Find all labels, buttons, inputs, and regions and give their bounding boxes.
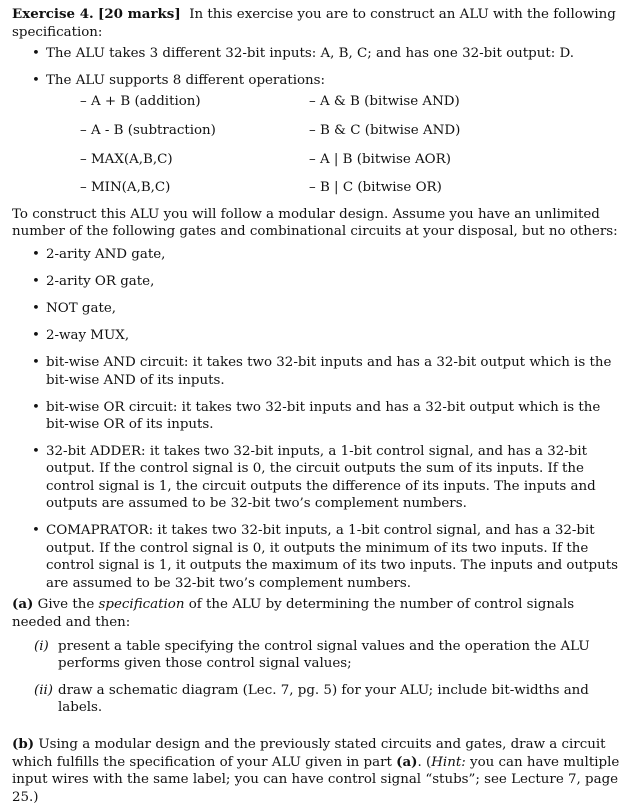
operation-item: – A - B (subtraction) xyxy=(80,122,216,138)
list-item: • The ALU takes 3 different 32-bit inputs: A, B, C; and has one 32-bit output: D. xyxy=(32,46,575,62)
operation-item: – MIN(A,B,C) xyxy=(80,180,171,196)
bullet-icon: • xyxy=(32,274,40,290)
list-item: • 2-arity OR gate, xyxy=(32,274,155,290)
list-item: • NOT gate, xyxy=(32,301,117,317)
operation-item: – A | B (bitwise AOR) xyxy=(309,151,451,167)
bullet-icon: • xyxy=(32,355,40,371)
operation-item: – A + B (addition) xyxy=(80,94,201,110)
part-a-items xyxy=(24,638,620,717)
operation-item: – MAX(A,B,C) xyxy=(80,151,173,167)
bullet-icon: • xyxy=(32,443,40,459)
list-item: • 2-arity AND gate, xyxy=(32,246,166,262)
operation-item: – B & C (bitwise AND) xyxy=(309,122,461,138)
bullet-icon: • xyxy=(32,246,40,262)
bullet-icon: • xyxy=(32,46,40,62)
part-a-prompt: (a) Give the specification of the ALU by determining the number of control signals needed and then: xyxy=(12,596,575,631)
bullet-icon: • xyxy=(32,72,40,88)
operation-item: – B | C (bitwise OR) xyxy=(309,180,442,196)
list-item: (ii) draw a schematic diagram (Lec. 7, pg. 5) for your ALU; include bit-widths and labels. xyxy=(34,682,589,716)
bullet-icon: • xyxy=(32,399,40,415)
part-b-prompt: (b) Using a modular design and the previously stated circuits and gates, draw a circuit which fulfills the specification of your ALU given in part (a). (Hint: you can have multiple input wires with the same label; you can have control signal “stubs”; see Lecture 7, page 25.) xyxy=(12,736,620,805)
list-item: • bit-wise AND circuit: it takes two 32-bit inputs and has a 32-bit output which is the bit-wise AND of its inputs. xyxy=(32,355,612,388)
components-list xyxy=(12,246,620,593)
operations-grid xyxy=(80,93,620,196)
operation-item: – A & B (bitwise AND) xyxy=(309,94,460,110)
list-item: • bit-wise OR circuit: it takes two 32-bit inputs and has a 32-bit output which is the bit-wise OR of its inputs. xyxy=(32,399,601,433)
bullet-icon: • xyxy=(32,301,40,317)
modular-intro: To construct this ALU you will follow a modular design. Assume you have an unlimited number of the following gates and combinational circuits at your disposal, but no others: xyxy=(12,206,618,240)
exercise-marks: [20 marks] xyxy=(97,6,181,22)
spec-list xyxy=(12,45,620,89)
list-item: (i) present a table specifying the control signal values and the operation the ALU performs given those control signal values; xyxy=(34,638,590,672)
list-item: • COMAPRATOR: it takes two 32-bit inputs, a 1-bit control signal, and has a 32-bit output. If the control signal is 0, it outputs the minimum of its two inputs. If the control signal is 1, it outputs the maximum of its two inputs. The inputs and outputs are assumed to be 32-bit two’s complement numbers. xyxy=(32,523,618,591)
exercise-heading: Exercise 4. xyxy=(12,6,94,22)
exercise-header xyxy=(12,6,620,41)
bullet-icon: • xyxy=(32,328,40,344)
bullet-icon: • xyxy=(32,523,40,539)
list-item: • The ALU supports 8 different operations: xyxy=(32,72,326,88)
exercise-intro: In this exercise you are to construct an ALU with the following specification: xyxy=(12,7,616,40)
list-item: • 2-way MUX, xyxy=(32,328,130,344)
list-item: • 32-bit ADDER: it takes two 32-bit inputs, a 1-bit control signal, and has a 32-bit output. If the control signal is 0, the circuit outputs the sum of its inputs. If the control signal is 1, the circuit outputs the difference of its inputs. The inputs and outputs are assumed to be 32-bit two’s complement numbers. xyxy=(32,443,596,512)
